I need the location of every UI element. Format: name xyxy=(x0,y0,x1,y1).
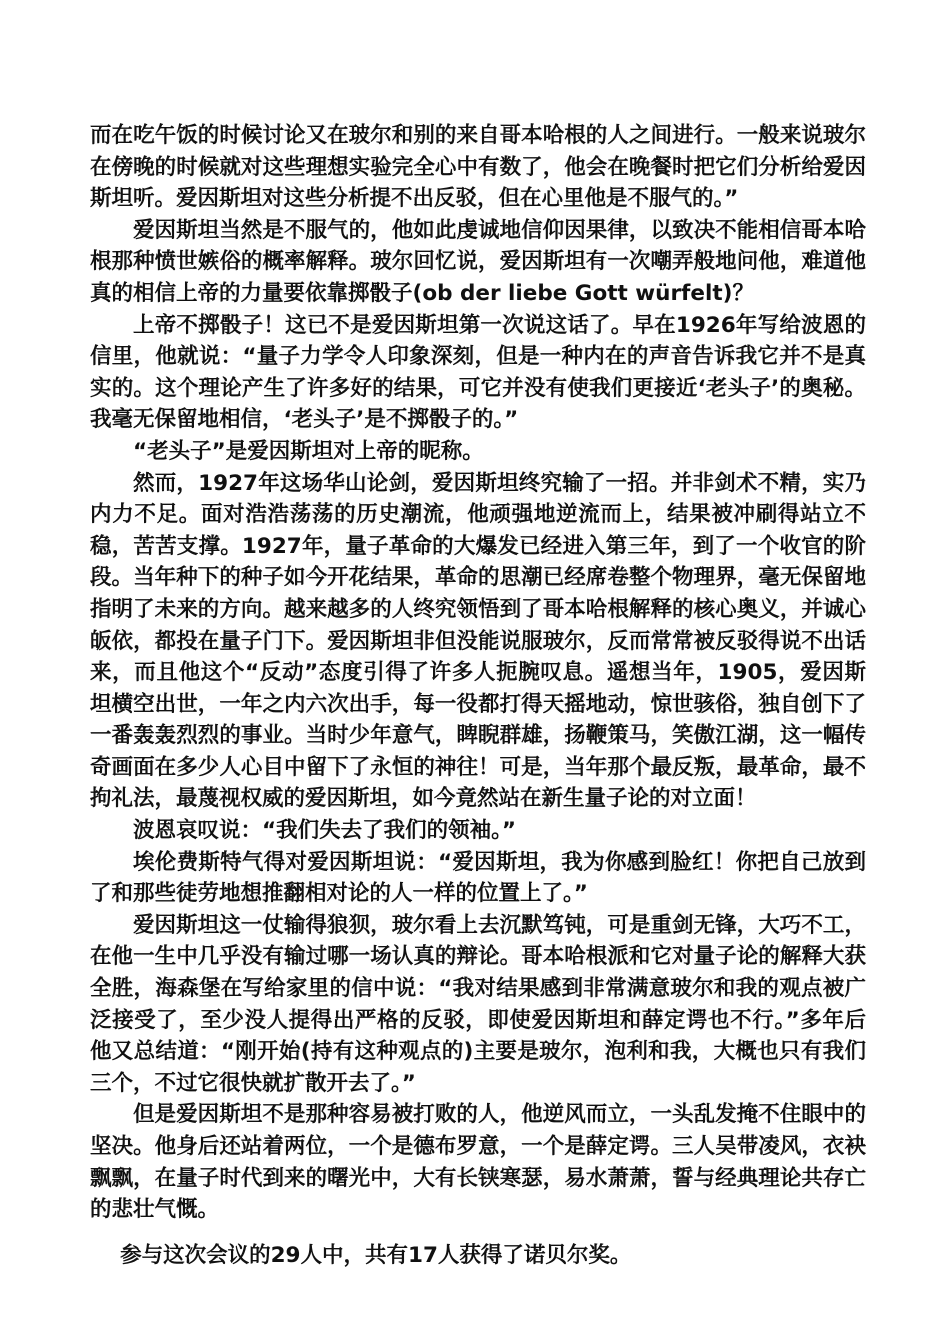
paragraph: 埃伦费斯特气得对爱因斯坦说：“爱因斯坦，我为你感到脸红！你把自己放到了和那些徒劳地想推翻相对论的人一样的位置上了。” xyxy=(90,849,866,907)
paragraph: 上帝不掷骰子！这已不是爱因斯坦第一次说这话了。早在1926年写给波恩的信里，他就说：“量子力学令人印象深刻，但是一种内在的声音告诉我它并不是真实的。这个理论产生了许多好的结果，可它并没有使我们更接近‘老头子’的奥秘。我毫无保留地相信，‘老头子’是不掷骰子的。” xyxy=(90,312,866,433)
footnote: 参与这次会议的29人中，共有17人获得了诺贝尔奖。 xyxy=(120,1242,632,1268)
paragraph: 爱因斯坦当然是不服气的，他如此虔诚地信仰因果律，以致决不能相信哥本哈根那种愤世嫉俗的概率解释。玻尔回忆说，爱因斯坦有一次嘲弄般地问他，难道他真的相信上帝的力量要依靠掷骰子(ob der liebe Gott würfelt)？ xyxy=(90,217,866,306)
paragraph-continued: 而在吃午饭的时候讨论又在玻尔和别的来自哥本哈根的人之间进行。一般来说玻尔在傍晚的时候就对这些理想实验完全心中有数了，他会在晚餐时把它们分析给爱因斯坦听。爱因斯坦对这些分析提不出反驳，但在心里他是不服气的。” xyxy=(90,123,866,212)
paragraph: “老头子”是爱因斯坦对上帝的昵称。 xyxy=(133,438,484,464)
paragraph: 然而，1927年这场华山论剑，爱因斯坦终究输了一招。并非剑术不精，实乃内力不足。面对浩浩荡荡的历史潮流，他顽强地逆流而上，结果被冲刷得站立不稳，苦苦支撑。1927年，量子革命的大爆发已经进入第三年，到了一个收官的阶段。当年种下的种子如今开花结果，革命的思潮已经席卷整个物理界，毫无保留地指明了未来的方向。越来越多的人终究领悟到了哥本哈根解释的核心奥义，并诚心皈依，都投在量子门下。爱因斯坦非但没能说服玻尔，反而常常被反驳得说不出话来，而且他这个“反动”态度引得了许多人扼腕叹息。遥想当年，1905，爱因斯坦横空出世，一年之内六次出手，每一役都打得天摇地动，惊世骇俗，独自创下了一番轰轰烈烈的事业。当时少年意气，睥睨群雄，扬鞭策马，笑傲江湖，这一幅传奇画面在多少人心目中留下了永恒的神往！可是，当年那个最反叛，最革命，最不拘礼法，最蔑视权威的爱因斯坦，如今竟然站在新生量子论的对立面！ xyxy=(90,470,866,812)
paragraph: 但是爱因斯坦不是那种容易被打败的人，他逆风而立，一头乱发掩不住眼中的坚决。他身后还站着两位，一个是德布罗意，一个是薛定谔。三人吴带凌风，衣袂飘飘，在量子时代到来的曙光中，大有长铗寒瑟，易水萧萧，誓与经典理论共存亡的悲壮气慨。 xyxy=(90,1102,866,1223)
page-body xyxy=(90,120,866,1271)
paragraph: 爱因斯坦这一仗输得狼狈，玻尔看上去沉默笃钝，可是重剑无锋，大巧不工，在他一生中几乎没有输过哪一场认真的辩论。哥本哈根派和它对量子论的解释大获全胜，海森堡在写给家里的信中说：“我对结果感到非常满意玻尔和我的观点被广泛接受了，至少没人提得出严格的反驳，即使爱因斯坦和薛定谔也不行。”多年后他又总结道：“刚开始(持有这种观点的)主要是玻尔，泡利和我，大概也只有我们三个，不过它很快就扩散开去了。” xyxy=(90,912,866,1096)
paragraph: 波恩哀叹说：“我们失去了我们的领袖。” xyxy=(133,818,517,844)
